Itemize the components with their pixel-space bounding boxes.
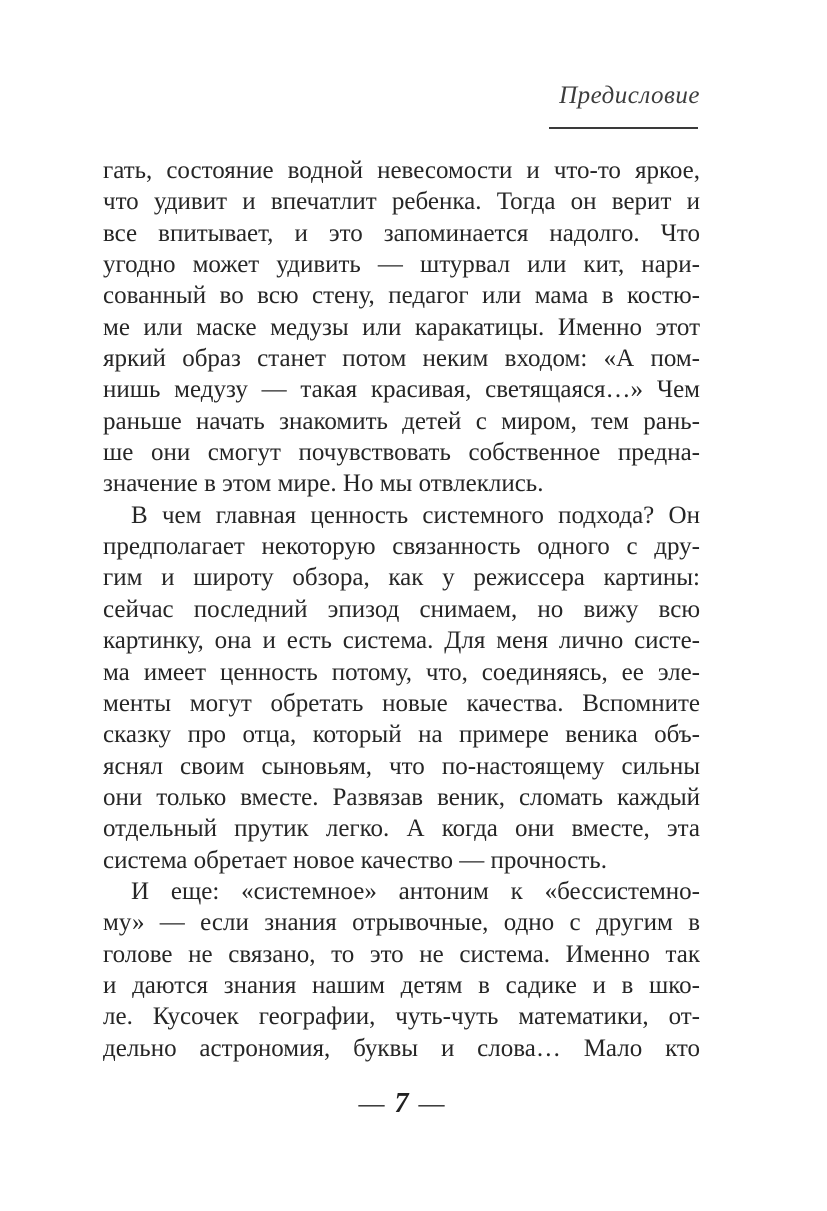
text-line: дельно астрономия, буквы и слова… Мало кто <box>103 1034 700 1062</box>
text-line: что удивит и впечатлит ребенка. Тогда он верит и <box>103 188 700 216</box>
page-number: 7 <box>394 1088 409 1119</box>
text-line: значение в этом мире. Но мы отвлеклись. <box>103 470 544 498</box>
text-line: и даются знания нашим детям в садике и в шко- <box>103 971 700 999</box>
text-line: гать, состояние водной невесомости и что-то яркое, <box>103 157 700 184</box>
text-line: ле. Кусочек географии, чуть-чуть математики, от- <box>103 1003 700 1031</box>
footer-dash-right: — <box>418 1089 445 1118</box>
text-line: сованный во всю стену, педагог или мама в костю- <box>103 282 700 310</box>
text-line: ше они смогут почувствовать собственное предна- <box>103 439 700 467</box>
text-line: голове не связано, то это не система. Именно так <box>103 940 700 968</box>
body-text <box>103 155 700 1064</box>
text-line: они только вместе. Развязав веник, сломать каждый <box>103 783 700 811</box>
running-header: Предисловие <box>559 82 700 109</box>
text-line: угодно может удивить — штурвал или кит, нари- <box>103 251 700 279</box>
header-rule-line <box>549 127 698 129</box>
text-line: яркий образ станет потом неким входом: «А пом- <box>103 345 700 373</box>
text-line: гим и широту обзора, как у режиссера картины: <box>103 564 700 592</box>
text-line: система обретает новое качество — прочность. <box>103 846 607 874</box>
text-line: предполагает некоторую связанность одного с дру- <box>103 533 700 561</box>
text-line: все впитывает, и это запоминается надолго. Что <box>103 219 700 247</box>
text-line: му» — если знания отрывочные, одно с другим в <box>103 909 700 937</box>
text-line: нишь медузу — такая красивая, светящаяся…» Чем <box>103 376 700 404</box>
text-line: сказку про отца, который на примере веника объ- <box>103 721 700 749</box>
page-footer <box>103 1088 700 1120</box>
text-line: сейчас последний эпизод снимаем, но вижу всю <box>103 595 700 623</box>
text-line: В чем главная ценность системного подхода? Он <box>131 501 700 529</box>
text-line: отдельный прутик легко. А когда они вместе, эта <box>103 815 700 843</box>
text-line: яснял своим сыновьям, что по-настоящему сильны <box>103 752 700 780</box>
text-line: картинку, она и есть система. Для меня лично систе- <box>103 627 700 655</box>
text-line: менты могут обретать новые качества. Вспомните <box>103 689 700 717</box>
text-line: ма имеет ценность потому, что, соединяясь, ее эле- <box>103 658 700 686</box>
text-line: раньше начать знакомить детей с миром, тем рань- <box>103 407 700 435</box>
text-line: ме или маске медузы или каракатицы. Именно этот <box>103 313 700 341</box>
text-line: И еще: «системное» антоним к «бессистемно- <box>131 877 700 905</box>
footer-dash-left: — <box>358 1089 385 1118</box>
